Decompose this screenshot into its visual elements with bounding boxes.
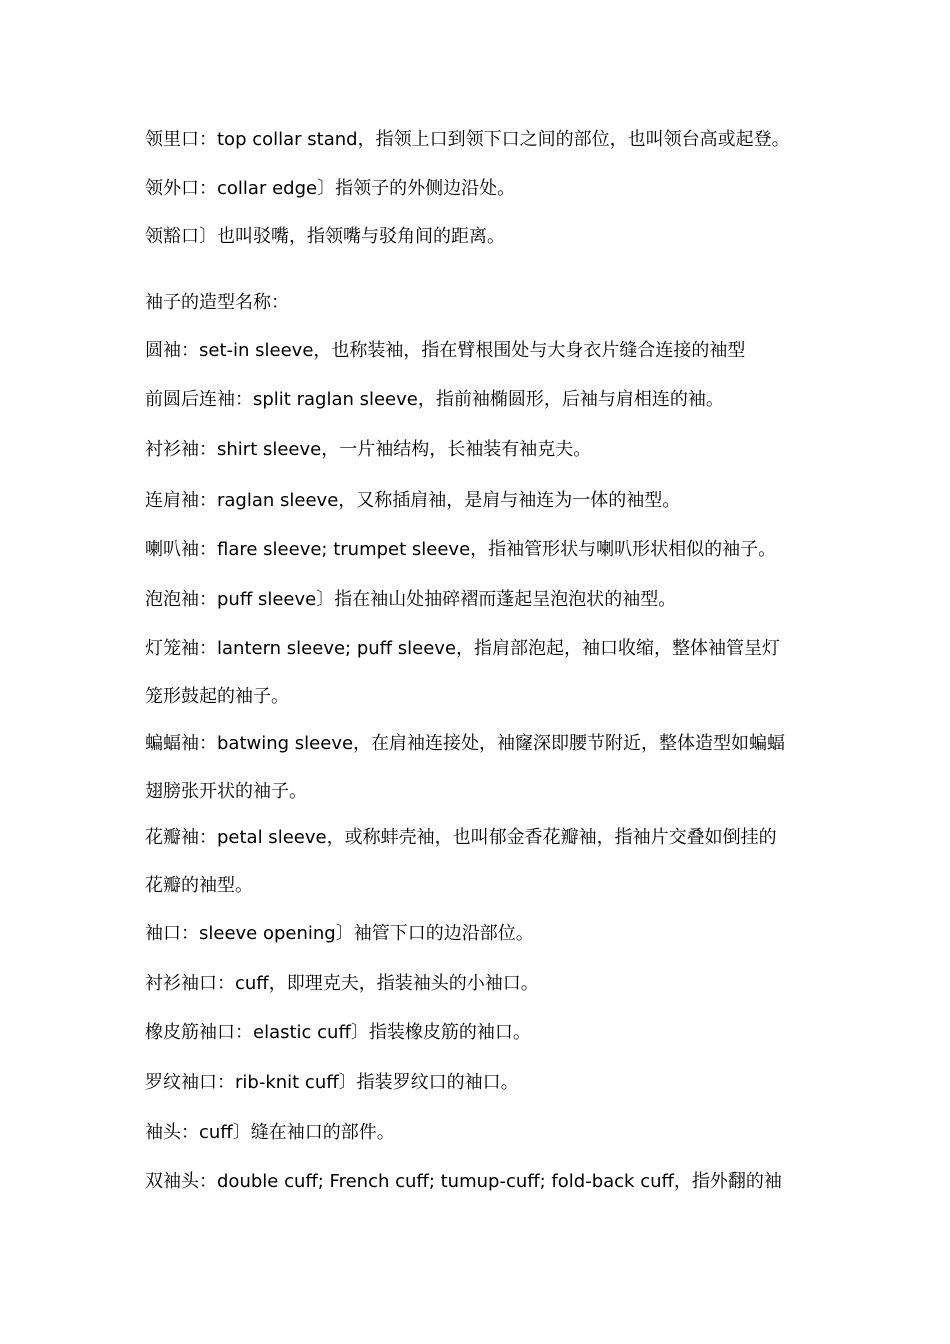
text-line-8 bbox=[145, 489, 845, 513]
definition: ，指前袖椭圆形，后袖与肩相连的袖。 bbox=[417, 389, 724, 410]
text-line-6 bbox=[145, 388, 845, 412]
continuation-text: 翅膀张开状的袖子。 bbox=[145, 781, 307, 802]
english-term: set-in sleeve bbox=[199, 340, 314, 361]
text-line-2 bbox=[145, 177, 845, 201]
text-line-9 bbox=[145, 538, 845, 562]
english-term: top collar stand bbox=[217, 129, 358, 150]
definition: ，也称装袖，指在臂根围处与大身衣片缝合连接的袖型 bbox=[313, 340, 746, 361]
definition: ，或称蚌壳袖，也叫郁金香花瓣袖，指袖片交叠如倒挂的 bbox=[326, 827, 777, 848]
english-term: sleeve opening bbox=[199, 923, 336, 944]
term-label: 衬衫袖： bbox=[145, 439, 217, 460]
text-line-17 bbox=[145, 922, 845, 946]
english-term: cuff bbox=[235, 973, 269, 994]
definition: 〕指装橡皮筋的袖口。 bbox=[350, 1022, 531, 1043]
text-line-7 bbox=[145, 438, 845, 462]
text-line-1 bbox=[145, 128, 845, 152]
definition: ，指袖管形状与喇叭形状相似的袖子。 bbox=[470, 539, 777, 560]
text-line-20 bbox=[145, 1071, 845, 1095]
definition: 〕指领子的外侧边沿处。 bbox=[317, 178, 516, 199]
definition: 〕指装罗纹口的袖口。 bbox=[338, 1072, 519, 1093]
term-label: 连肩袖： bbox=[145, 490, 217, 511]
definition: ，在肩袖连接处，袖窿深即腰节附近，整体造型如蝙蝠 bbox=[353, 733, 786, 754]
english-term: flare sleeve; trumpet sleeve bbox=[217, 539, 471, 560]
term-label: 领豁口〕也叫驳嘴，指领嘴与驳角间的距离。 bbox=[145, 226, 505, 247]
term-label: 罗纹袖口： bbox=[145, 1072, 235, 1093]
continuation-text: 花瓣的袖型。 bbox=[145, 875, 253, 896]
heading-text: 袖子的造型名称： bbox=[145, 292, 289, 313]
term-label: 喇叭袖： bbox=[145, 539, 217, 560]
text-line-5 bbox=[145, 339, 845, 363]
term-label: 前圆后连袖： bbox=[145, 389, 253, 410]
term-label: 圆袖： bbox=[145, 340, 199, 361]
text-line-21 bbox=[145, 1121, 845, 1145]
english-term: collar edge bbox=[217, 178, 318, 199]
term-label: 双袖头： bbox=[145, 1171, 217, 1192]
term-label: 橡皮筋袖口： bbox=[145, 1022, 253, 1043]
term-label: 领里口： bbox=[145, 129, 217, 150]
term-label: 领外口： bbox=[145, 178, 217, 199]
term-label: 花瓣袖： bbox=[145, 827, 217, 848]
continuation-text: 笼形鼓起的袖子。 bbox=[145, 686, 289, 707]
english-term: shirt sleeve bbox=[217, 439, 322, 460]
definition: ，即理克夫，指装袖头的小袖口。 bbox=[268, 973, 539, 994]
english-term: double cuff; French cuff; tumup-cuff; fold-back cuff bbox=[217, 1171, 674, 1192]
text-line-13 bbox=[145, 732, 845, 756]
definition: ，指领上口到领下口之间的部位，也叫领台高或起登。 bbox=[357, 129, 790, 150]
definition: ，又称插肩袖，是肩与袖连为一体的袖型。 bbox=[338, 490, 681, 511]
text-line-14 bbox=[145, 780, 845, 804]
text-line-12 bbox=[145, 685, 845, 709]
text-line-10 bbox=[145, 588, 845, 612]
text-line-22 bbox=[145, 1170, 845, 1194]
definition: 〕指在袖山处抽碎褶而蓬起呈泡泡状的袖型。 bbox=[316, 589, 677, 610]
section-heading bbox=[145, 291, 845, 315]
term-label: 袖头： bbox=[145, 1122, 199, 1143]
english-term: puff sleeve bbox=[217, 589, 317, 610]
text-line-3 bbox=[145, 225, 845, 249]
text-line-11 bbox=[145, 637, 845, 661]
text-line-18 bbox=[145, 972, 845, 996]
definition: 〕袖管下口的边沿部位。 bbox=[335, 923, 534, 944]
english-term: petal sleeve bbox=[217, 827, 327, 848]
english-term: rib-knit cuff bbox=[235, 1072, 339, 1093]
term-label: 蝙蝠袖： bbox=[145, 733, 217, 754]
english-term: split raglan sleeve bbox=[253, 389, 418, 410]
term-label: 衬衫袖口： bbox=[145, 973, 235, 994]
definition: ，指肩部泡起，袖口收缩，整体袖管呈灯 bbox=[456, 638, 781, 659]
text-line-15 bbox=[145, 826, 845, 850]
english-term: raglan sleeve bbox=[217, 490, 339, 511]
definition: 〕缝在袖口的部件。 bbox=[232, 1122, 395, 1143]
english-term: batwing sleeve bbox=[217, 733, 354, 754]
definition: ，指外翻的袖 bbox=[673, 1171, 782, 1192]
text-line-16 bbox=[145, 874, 845, 898]
text-line-19 bbox=[145, 1021, 845, 1045]
term-label: 泡泡袖： bbox=[145, 589, 217, 610]
english-term: cuff bbox=[199, 1122, 233, 1143]
english-term: lantern sleeve; puff sleeve bbox=[217, 638, 457, 659]
definition: ，一片袖结构，长袖装有袖克夫。 bbox=[321, 439, 592, 460]
term-label: 灯笼袖： bbox=[145, 638, 217, 659]
term-label: 袖口： bbox=[145, 923, 199, 944]
english-term: elastic cuff bbox=[253, 1022, 351, 1043]
